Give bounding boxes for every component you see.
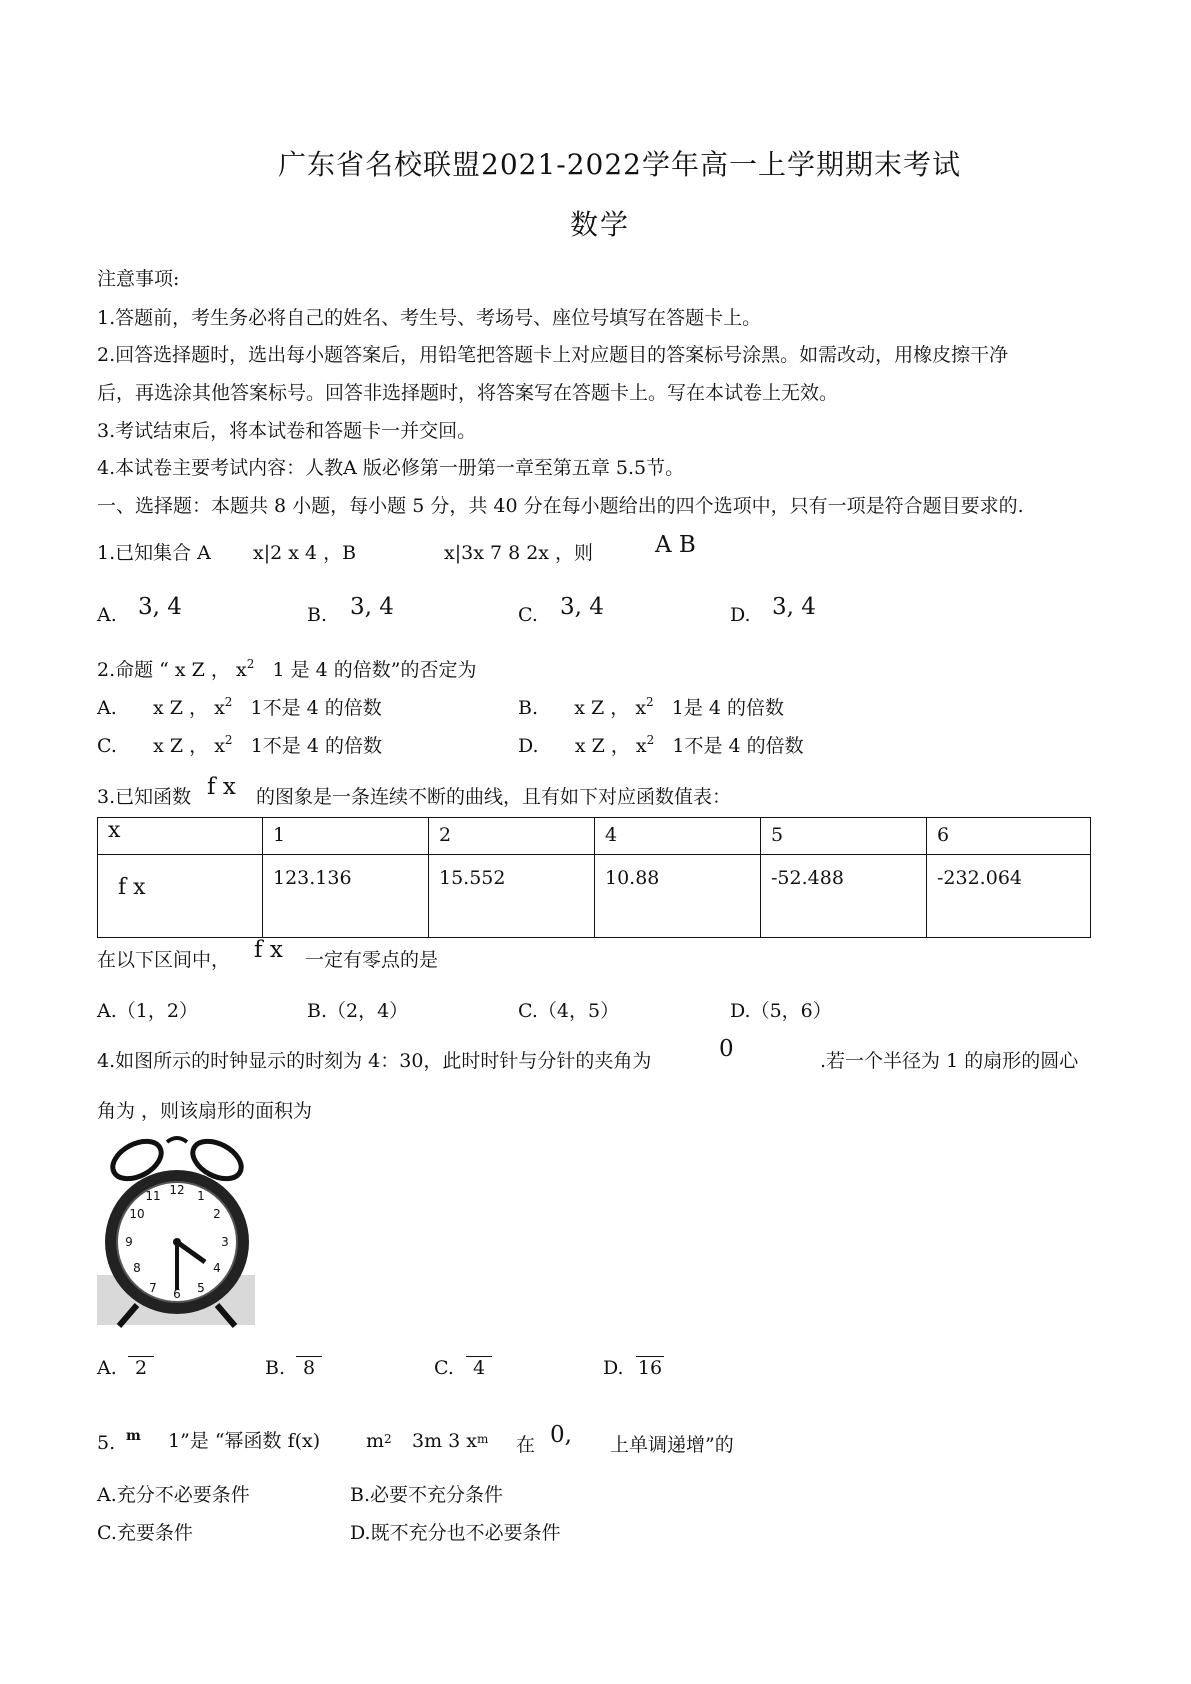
q2-option-c-letter: C.	[97, 735, 117, 757]
q2-option-b-x: x	[635, 697, 647, 719]
section-heading: 一、选择题：本题共 8 小题，每小题 5 分，共 40 分在每小题给出的四个选项中，只有一项是符合题目要求的.	[97, 495, 1024, 517]
table-cell-x-2: 2	[429, 818, 595, 855]
q5-stem-b: 1”是 “幂函数 f(x)	[168, 1430, 321, 1452]
q4-option-c-fraction	[466, 1356, 492, 1379]
q1-stem-c: x|3x 7 8 2x ，则	[444, 542, 594, 564]
q4-option-c-letter: C.	[434, 1357, 454, 1379]
q2-stem-x: x	[235, 659, 247, 681]
q3-after-b: 一定有零点的是	[305, 949, 439, 971]
q4-stem-zero: 0	[719, 1036, 734, 1062]
q3-option-b: B.（2，4）	[307, 1000, 409, 1022]
clock-center	[173, 1238, 181, 1246]
q1-option-a-letter: A.	[97, 604, 117, 626]
q1-stem-d: A B	[655, 532, 696, 558]
table-row-x	[98, 818, 1091, 855]
q4-option-a-den: 2	[134, 1357, 148, 1379]
notice-item-1: 1.答题前，考生务必将自己的姓名、考生号、考场号、座位号填写在答题卡上。	[97, 307, 762, 329]
table-row-label-x: x	[98, 818, 263, 855]
q5-stem-f: 上单调递增”的	[610, 1434, 734, 1456]
q2-stem-exp: 2	[246, 657, 255, 671]
q1-stem-a: 1.已知集合 A	[97, 542, 211, 564]
q2-option-b-sym: x Z ，	[574, 697, 630, 719]
alarm-clock-image	[97, 1130, 257, 1330]
q4-option-b-fraction	[296, 1356, 322, 1379]
q5-stem-c-wrap	[366, 1430, 392, 1452]
q2-option-d-tail: 1不是 4 的倍数	[672, 735, 804, 757]
q5-option-a: A.充分不必要条件	[97, 1484, 250, 1506]
q2-option-c-x: x	[214, 735, 225, 757]
table-cell-fx-2: 15.552	[429, 855, 595, 938]
q2-option-c-exp: 2	[224, 733, 233, 747]
q1-option-d-value: 3, 4	[772, 594, 816, 620]
q2-option-d-exp: 2	[646, 733, 655, 747]
q2-option-d-x: x	[635, 735, 647, 757]
svg-text:9: 9	[125, 1235, 133, 1249]
svg-text:6: 6	[173, 1287, 181, 1301]
q2-option-a-letter: A.	[97, 697, 117, 719]
q2-option-a-exp: 2	[224, 695, 233, 709]
q4-option-c-den: 4	[472, 1357, 486, 1379]
q3-option-a: A.（1，2）	[97, 1000, 198, 1022]
q2-option-a	[97, 693, 382, 720]
q1-option-c-value: 3, 4	[560, 594, 604, 620]
q4-option-d-fraction	[636, 1356, 664, 1379]
q2-option-d-sym: x Z ，	[574, 735, 630, 757]
q2-option-d-letter: D.	[518, 735, 539, 757]
q5-stem-c-exp: 2	[384, 1432, 392, 1446]
q3-after-f: f x	[254, 937, 283, 963]
q2-option-b	[518, 693, 784, 720]
q2-option-a-x: x	[214, 697, 225, 719]
svg-text:10: 10	[129, 1207, 145, 1221]
svg-text:3: 3	[221, 1235, 229, 1249]
notice-item-3: 3.考试结束后，将本试卷和答题卡一并交回。	[97, 420, 477, 442]
page-title: 广东省名校联盟2021-2022学年高一上学期期末考试	[278, 148, 961, 181]
q2-option-a-tail: 1不是 4 的倍数	[250, 697, 382, 719]
q1-option-b-value: 3, 4	[350, 594, 394, 620]
q2-option-b-tail: 1是 4 的倍数	[671, 697, 785, 719]
svg-text:4: 4	[213, 1261, 221, 1275]
q5-option-c: C.充要条件	[97, 1522, 193, 1544]
svg-text:1: 1	[197, 1189, 205, 1203]
q4-option-a-letter: A.	[97, 1357, 117, 1379]
q1-stem-b: x|2 x 4 ，B	[253, 542, 357, 564]
q5-stem-c: m	[366, 1430, 385, 1452]
q3-stem-f: f x	[207, 774, 236, 800]
q1-option-a-value: 3, 4	[138, 594, 182, 620]
table-cell-fx-1: 123.136	[263, 855, 429, 938]
svg-text:7: 7	[149, 1281, 157, 1295]
svg-text:12: 12	[169, 1183, 185, 1197]
clock-handle	[167, 1138, 187, 1142]
q3-stem-a: 3.已知函数	[97, 786, 192, 808]
svg-text:8: 8	[133, 1261, 141, 1275]
q4-option-d-letter: D.	[603, 1357, 624, 1379]
q2-stem	[97, 655, 476, 682]
q1-option-b-letter: B.	[307, 604, 328, 626]
svg-text:2: 2	[213, 1207, 221, 1221]
q3-option-d: D.（5，6）	[730, 1000, 832, 1022]
notice-item-2: 2.回答选择题时，选出每小题答案后，用铅笔把答题卡上对应题目的答案标号涂黑。如需改动，用橡皮擦干净	[97, 344, 1009, 366]
q4-option-a-fraction	[128, 1356, 154, 1379]
subject-title: 数学	[570, 208, 631, 241]
table-cell-x-3: 4	[595, 818, 761, 855]
table-cell-x-5: 6	[927, 818, 1091, 855]
q2-option-c	[97, 731, 382, 758]
q2-option-b-letter: B.	[518, 697, 539, 719]
q5-stem-e: 在	[516, 1434, 536, 1456]
table-cell-x-4: 5	[761, 818, 927, 855]
q5-stem-m: m	[126, 1428, 141, 1444]
notice-item-2-cont: 后，再选涂其他答案标号。回答非选择题时，将答案写在答题卡上。写在本试卷上无效。	[97, 382, 839, 404]
q2-stem-b: 1 是 4 的倍数”的否定为	[272, 659, 477, 681]
q5-stem-d-wrap	[412, 1430, 488, 1452]
function-value-table	[97, 817, 1091, 938]
table-cell-fx-4: -52.488	[761, 855, 927, 938]
q1-option-c-letter: C.	[518, 604, 538, 626]
table-cell-fx-5: -232.064	[927, 855, 1091, 938]
q5-stem-zero: 0,	[550, 1422, 572, 1448]
q4-stem-c: 角为 ，则该扇形的面积为	[97, 1100, 313, 1122]
q4-option-b-letter: B.	[265, 1357, 286, 1379]
q4-option-d-den: 16	[637, 1357, 663, 1379]
q2-option-c-sym: x Z ，	[153, 735, 209, 757]
notice-item-4: 4.本试卷主要考试内容：人教A 版必修第一册第一章至第五章 5.5节。	[97, 457, 685, 479]
svg-text:11: 11	[145, 1189, 161, 1203]
q2-stem-a: 2.命题 “ x Z ，	[97, 659, 230, 681]
table-row-label-fx: f x	[98, 855, 263, 938]
q4-stem-b: .若一个半径为 1 的扇形的圆心	[820, 1050, 1079, 1072]
q2-option-b-exp: 2	[646, 695, 654, 709]
q3-option-c: C.（4，5）	[518, 1000, 620, 1022]
table-cell-x-1: 1	[263, 818, 429, 855]
q4-stem-a: 4.如图所示的时钟显示的时刻为 4：30，此时时针与分针的夹角为	[97, 1050, 652, 1072]
q5-stem-d-exp: m	[477, 1432, 489, 1446]
q2-option-a-sym: x Z ，	[153, 697, 209, 719]
q5-option-b: B.必要不充分条件	[350, 1484, 504, 1506]
svg-text:5: 5	[197, 1281, 205, 1295]
q4-option-b-den: 8	[302, 1357, 316, 1379]
q5-stem-d: 3m 3 x	[412, 1430, 477, 1452]
q2-option-c-tail: 1不是 4 的倍数	[250, 735, 382, 757]
q3-after-a: 在以下区间中，	[97, 949, 231, 971]
q5-option-d: D.既不充分也不必要条件	[350, 1522, 561, 1544]
table-row-fx	[98, 855, 1091, 938]
q1-option-d-letter: D.	[730, 604, 751, 626]
notice-heading: 注意事项:	[97, 268, 180, 290]
q2-option-d	[518, 731, 804, 758]
q5-stem-a: 5.	[97, 1432, 116, 1454]
table-cell-fx-3: 10.88	[595, 855, 761, 938]
q3-stem-b: 的图象是一条连续不断的曲线，且有如下对应函数值表：	[256, 786, 732, 808]
